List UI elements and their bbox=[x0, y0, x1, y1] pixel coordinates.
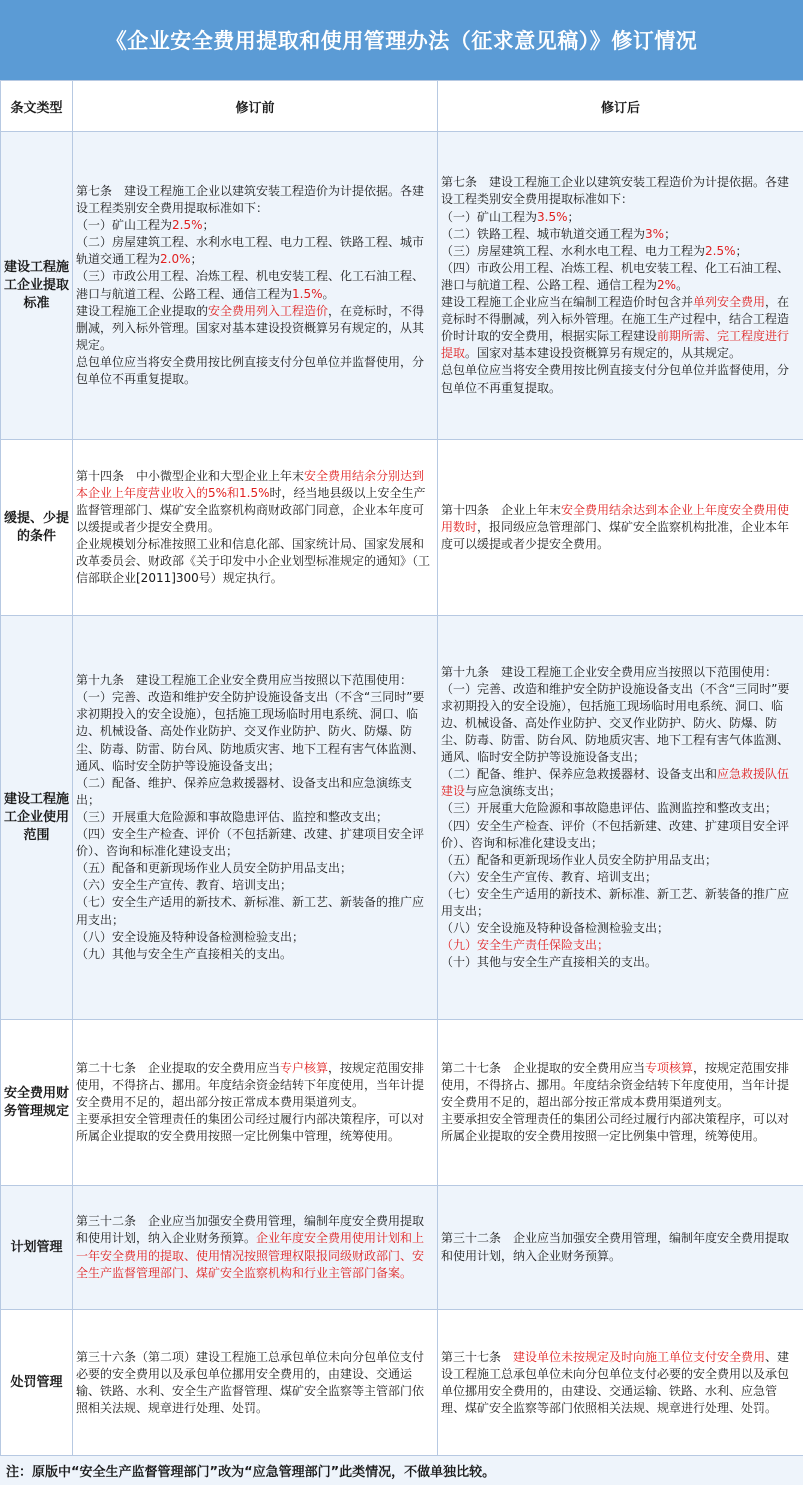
before-cell bbox=[73, 1310, 438, 1457]
header-type: 条文类型 bbox=[1, 81, 73, 132]
clause-paragraph bbox=[76, 468, 434, 536]
clause-text: （九）其他与安全生产直接相关的支出。 bbox=[76, 946, 293, 961]
clause-paragraph bbox=[76, 1060, 434, 1111]
clause-text: ； bbox=[664, 226, 677, 241]
clause-text: 建设工程施工企业提取的 bbox=[76, 303, 209, 318]
clause-text: ，在竞标时不得删减，列入标外管理。在施工生产过程中，结合工程造价时计取的安全费用，根据实际工程建设 bbox=[441, 295, 790, 344]
revised-text: 2.5% bbox=[172, 218, 203, 233]
clause-paragraph bbox=[76, 1213, 434, 1281]
table-row bbox=[1, 1310, 803, 1457]
clause-text: 第二十七条 企业提取的安全费用应当 bbox=[441, 1060, 646, 1075]
after-cell bbox=[438, 616, 803, 1020]
clause-text: （六）安全生产宣传、教育、培训支出； bbox=[441, 869, 658, 884]
clause-text: （四）市政公用工程、冶炼工程、机电安装工程、化工石油工程、港口与航道工程、公路工程、通信工程为 bbox=[441, 260, 790, 292]
clause-paragraph bbox=[441, 800, 800, 817]
revised-text: 安全费用结余分别达到本企业上年度营业收入的5%和1.5% bbox=[76, 468, 425, 500]
revised-text: 应急救援队伍建设 bbox=[441, 767, 790, 799]
clause-text: （七）安全生产适用的新技术、新标准、新工艺、新装备的推广应用支出； bbox=[76, 895, 425, 927]
clause-text: 第十九条 建设工程施工企业安全费用应当按照以下范围使用： bbox=[76, 673, 413, 688]
clause-paragraph bbox=[441, 1349, 800, 1417]
footnote: 注：原版中“安全生产监督管理部门”改为“应急管理部门”此类情况，不做单独比较。 bbox=[0, 1455, 803, 1485]
clause-paragraph bbox=[441, 920, 800, 937]
clause-paragraph bbox=[441, 954, 800, 971]
clause-text: 、建设工程施工总承包单位未向分包单位支付必要的安全费用以及承包单位挪用安全费用的，由建设、交通运输、铁路、水利、应急管理、煤矿安全监察等部门依照相关法规、规章进行处理、处罚。 bbox=[441, 1349, 790, 1416]
revised-text: 安全费用结余达到本企业上年度安全费用使用数时 bbox=[441, 502, 790, 534]
clause-type: 建设工程施工企业提取标准 bbox=[1, 132, 73, 440]
clause-text: 与应急演练支出； bbox=[465, 784, 562, 799]
after-cell bbox=[438, 1020, 803, 1186]
clause-text: 建设工程施工企业应当在编制工程造价时包含并 bbox=[441, 295, 694, 310]
clause-paragraph bbox=[76, 217, 434, 234]
table-row bbox=[1, 132, 803, 440]
table-row bbox=[1, 1186, 803, 1310]
clause-paragraph bbox=[441, 818, 800, 852]
clause-type: 建设工程施工企业使用范围 bbox=[1, 616, 73, 1020]
clause-paragraph bbox=[76, 354, 434, 388]
clause-text: （五）配备和更新现场作业人员安全防护用品支出； bbox=[441, 852, 718, 867]
clause-paragraph bbox=[76, 929, 434, 946]
clause-paragraph bbox=[441, 502, 800, 553]
clause-paragraph bbox=[441, 937, 800, 954]
revised-text: 2% bbox=[657, 277, 677, 292]
clause-paragraph bbox=[441, 1060, 800, 1111]
page-title: 《企业安全费用提取和使用管理办法（征求意见稿）》修订情况 bbox=[0, 0, 803, 80]
clause-paragraph bbox=[76, 689, 434, 774]
header-after: 修订后 bbox=[438, 81, 803, 132]
before-cell bbox=[73, 440, 438, 616]
clause-text: （三）开展重大危险源和事故隐患评估、监测监控和整改支出； bbox=[441, 801, 778, 816]
clause-text: （一）完善、改造和维护安全防护设施设备支出（不含“三同时”要求初期投入的安全设施），包括施工现场临时用电系统、洞口、临边、机械设备、高处作业防护、交叉作业防护、防火、防爆、防尘、防毒、防雷、防台风、防地质灾害、地下工程有害气体监测、通风、临时安全防护等设施设备支出； bbox=[441, 681, 790, 765]
clause-paragraph bbox=[441, 664, 800, 681]
after-cell bbox=[438, 1186, 803, 1310]
clause-text: 第十四条 中小微型企业和大型企业上年末 bbox=[76, 468, 305, 483]
clause-text: ； bbox=[190, 252, 203, 267]
clause-paragraph bbox=[441, 886, 800, 920]
clause-text: （三）市政公用工程、冶炼工程、机电安装工程、化工石油工程、港口与航道工程、公路工程、通信工程为 bbox=[76, 269, 425, 301]
clause-paragraph bbox=[441, 243, 800, 260]
clause-text: 总包单位应当将安全费用按比例直接支付分包单位并监督使用，分包单位不再重复提取。 bbox=[441, 363, 790, 395]
clause-text: （三）房屋建筑工程、水利水电工程、电力工程为 bbox=[441, 243, 706, 258]
clause-text: 第十九条 建设工程施工企业安全费用应当按照以下范围使用： bbox=[441, 664, 778, 679]
after-cell bbox=[438, 132, 803, 440]
clause-text: （五）配备和更新现场作业人员安全防护用品支出； bbox=[76, 861, 353, 876]
clause-paragraph bbox=[76, 536, 434, 587]
clause-text: （三）开展重大危险源和事故隐患评估、监控和整改支出； bbox=[76, 809, 389, 824]
clause-paragraph bbox=[441, 1111, 800, 1145]
revised-text: （九）安全生产责任保险支出； bbox=[441, 938, 610, 953]
clause-text: （二）房屋建筑工程、水利水电工程、电力工程、铁路工程、城市轨道交通工程为 bbox=[76, 235, 425, 267]
clause-paragraph bbox=[441, 174, 800, 208]
clause-paragraph bbox=[441, 362, 800, 396]
clause-paragraph bbox=[76, 826, 434, 860]
before-cell bbox=[73, 132, 438, 440]
clause-text: 第十四条 企业上年末 bbox=[441, 502, 562, 517]
clause-text: 。 bbox=[676, 277, 689, 292]
revised-text: 企业年度安全费用使用计划和上一年安全费用的提取、使用情况按照管理权限报同级财政部门、安全生产监督管理部门、煤矿安全监察机构和行业主管部门备案。 bbox=[76, 1231, 425, 1280]
clause-text: （六）安全生产宣传、教育、培训支出； bbox=[76, 878, 293, 893]
clause-paragraph bbox=[441, 852, 800, 869]
clause-paragraph bbox=[76, 1349, 434, 1417]
clause-text: 第三十二条 企业应当加强安全费用管理，编制年度安全费用提取和使用计划，纳入企业财务预算。 bbox=[76, 1214, 425, 1246]
clause-text: 第三十七条 bbox=[441, 1349, 514, 1364]
revised-text: 3.5% bbox=[537, 209, 568, 224]
clause-text: （一）矿山工程为 bbox=[441, 209, 538, 224]
clause-paragraph bbox=[441, 209, 800, 226]
revised-text: 2.5% bbox=[705, 243, 736, 258]
clause-type: 计划管理 bbox=[1, 1186, 73, 1310]
table-row bbox=[1, 440, 803, 616]
revised-text: 2.0% bbox=[160, 252, 191, 267]
revised-text: 专户核算 bbox=[280, 1060, 329, 1075]
clause-text: 企业规模划分标准按照工业和信息化部、国家统计局、国家发展和改革委员会、财政部《关于印发中小企业划型标准规定的通知》（工信部联企业[2011]300号）规定执行。 bbox=[76, 537, 431, 586]
clause-text: 第二十七条 企业提取的安全费用应当 bbox=[76, 1060, 281, 1075]
clause-text: （八）安全设施及特种设备检测检验支出； bbox=[76, 929, 305, 944]
clause-text: ，在竞标时，不得删减，列入标外管理。国家对基本建设投资概算另有规定的，从其规定。 bbox=[76, 303, 425, 352]
clause-text: 第三十二条 企业应当加强安全费用管理，编制年度安全费用提取和使用计划，纳入企业财务预算。 bbox=[441, 1231, 790, 1263]
clause-text: 。 bbox=[322, 286, 335, 301]
clause-paragraph bbox=[76, 268, 434, 302]
clause-text: 时，经当地县级以上安全生产监督管理部门、煤矿安全监察机构商财政部门同意，企业本年度可以缓提或者少提安全费用。 bbox=[76, 485, 426, 534]
clause-text: ； bbox=[202, 218, 215, 233]
clause-text: 第三十六条（第二项）建设工程施工总承包单位未向分包单位支付必要的安全费用以及承包单位挪用安全费用的，由建设、交通运输、铁路、水利、安全生产监督管理、煤矿安全监察等主管部门依照相关法规、规章进行处理、处罚。 bbox=[76, 1349, 425, 1416]
clause-text: ，按规定范围安排使用，不得挤占、挪用。年度结余资金结转下年度使用，当年计提安全费用不足的，超出部分按正常成本费用渠道列支。 bbox=[441, 1060, 790, 1109]
clause-paragraph bbox=[441, 1230, 800, 1264]
clause-paragraph bbox=[441, 260, 800, 294]
after-cell bbox=[438, 440, 803, 616]
clause-type: 缓提、少提的条件 bbox=[1, 440, 73, 616]
clause-text: （七）安全生产适用的新技术、新标准、新工艺、新装备的推广应用支出； bbox=[441, 886, 790, 918]
clause-type: 安全费用财务管理规定 bbox=[1, 1020, 73, 1186]
clause-paragraph bbox=[441, 681, 800, 766]
clause-text: 。国家对基本建设投资概算另有规定的，从其规定。 bbox=[465, 346, 742, 361]
revised-text: 专项核算 bbox=[645, 1060, 694, 1075]
revised-text: 3% bbox=[645, 226, 665, 241]
clause-paragraph bbox=[76, 672, 434, 689]
clause-text: （四）安全生产检查、评价（不包括新建、改建、扩建项目安全评价）、咨询和标准化建设支出； bbox=[76, 827, 425, 859]
clause-text: 总包单位应当将安全费用按比例直接支付分包单位并监督使用，分包单位不再重复提取。 bbox=[76, 354, 425, 386]
table-header-row bbox=[1, 81, 803, 132]
clause-paragraph bbox=[76, 303, 434, 354]
clause-text: ； bbox=[735, 243, 748, 258]
clause-text: ； bbox=[567, 209, 580, 224]
table-row bbox=[1, 616, 803, 1020]
clause-paragraph bbox=[76, 809, 434, 826]
revision-table bbox=[0, 80, 803, 1457]
clause-text: ，报同级应急管理部门、煤矿安全监察机构批准，企业本年度可以缓提或者少提安全费用。 bbox=[441, 519, 790, 552]
clause-text: 主要承担安全管理责任的集团公司经过履行内部决策程序，可以对所属企业提取的安全费用按照一定比例集中管理，统筹使用。 bbox=[441, 1112, 790, 1144]
clause-text: （四）安全生产检查、评价（不包括新建、改建、扩建项目安全评价）、咨询和标准化建设支出； bbox=[441, 818, 790, 850]
clause-text: 主要承担安全管理责任的集团公司经过履行内部决策程序，可以对所属企业提取的安全费用按照一定比例集中管理，统筹使用。 bbox=[76, 1112, 425, 1144]
before-cell bbox=[73, 1020, 438, 1186]
clause-paragraph bbox=[76, 775, 434, 809]
header-before: 修订前 bbox=[73, 81, 438, 132]
after-cell bbox=[438, 1310, 803, 1457]
clause-paragraph bbox=[76, 183, 434, 217]
clause-text: （二）配备、维护、保养应急救援器材、设备支出和应急演练支出； bbox=[76, 775, 413, 807]
clause-paragraph bbox=[441, 766, 800, 800]
before-cell bbox=[73, 1186, 438, 1310]
revised-text: 安全费用列入工程造价 bbox=[208, 303, 329, 318]
clause-paragraph bbox=[441, 294, 800, 362]
before-cell bbox=[73, 616, 438, 1020]
clause-paragraph bbox=[76, 894, 434, 928]
clause-text: 第七条 建设工程施工企业以建筑安装工程造价为计提依据。各建设工程类别安全费用提取标准如下： bbox=[76, 183, 425, 216]
clause-text: ，按规定范围安排使用，不得挤占、挪用。年度结余资金结转下年度使用，当年计提安全费用不足的，超出部分按正常成本费用渠道列支。 bbox=[76, 1060, 425, 1109]
clause-paragraph bbox=[76, 860, 434, 877]
clause-paragraph bbox=[441, 226, 800, 243]
clause-text: （一）完善、改造和维护安全防护设施设备支出（不含“三同时”要求初期投入的安全设施），包括施工现场临时用电系统、洞口、临边、机械设备、高处作业防护、交叉作业防护、防火、防爆、防尘、防毒、防雷、防台风、防地质灾害、地下工程有害气体监测、通风、临时安全防护等设施设备支出； bbox=[76, 690, 425, 773]
revised-text: 建设单位未按规定及时向施工单位支付安全费用 bbox=[513, 1349, 766, 1364]
clause-type: 处罚管理 bbox=[1, 1310, 73, 1457]
clause-text: （二）铁路工程、城市轨道交通工程为 bbox=[441, 226, 646, 241]
clause-text: （八）安全设施及特种设备检测检验支出； bbox=[441, 921, 670, 936]
revised-text: 单列安全费用 bbox=[693, 295, 766, 310]
clause-paragraph bbox=[76, 877, 434, 894]
revised-text: 前期所需、完工程度进行提取 bbox=[441, 329, 790, 361]
clause-paragraph bbox=[76, 1111, 434, 1145]
clause-text: 第七条 建设工程施工企业以建筑安装工程造价为计提依据。各建设工程类别安全费用提取标准如下： bbox=[441, 175, 790, 207]
table-row bbox=[1, 1020, 803, 1186]
clause-text: （十）其他与安全生产直接相关的支出。 bbox=[441, 955, 658, 970]
clause-text: （一）矿山工程为 bbox=[76, 218, 173, 233]
clause-paragraph bbox=[441, 869, 800, 886]
revised-text: 1.5% bbox=[292, 286, 323, 301]
clause-paragraph bbox=[76, 234, 434, 268]
clause-paragraph bbox=[76, 946, 434, 963]
clause-text: （二）配备、维护、保养应急救援器材、设备支出和 bbox=[441, 767, 718, 782]
